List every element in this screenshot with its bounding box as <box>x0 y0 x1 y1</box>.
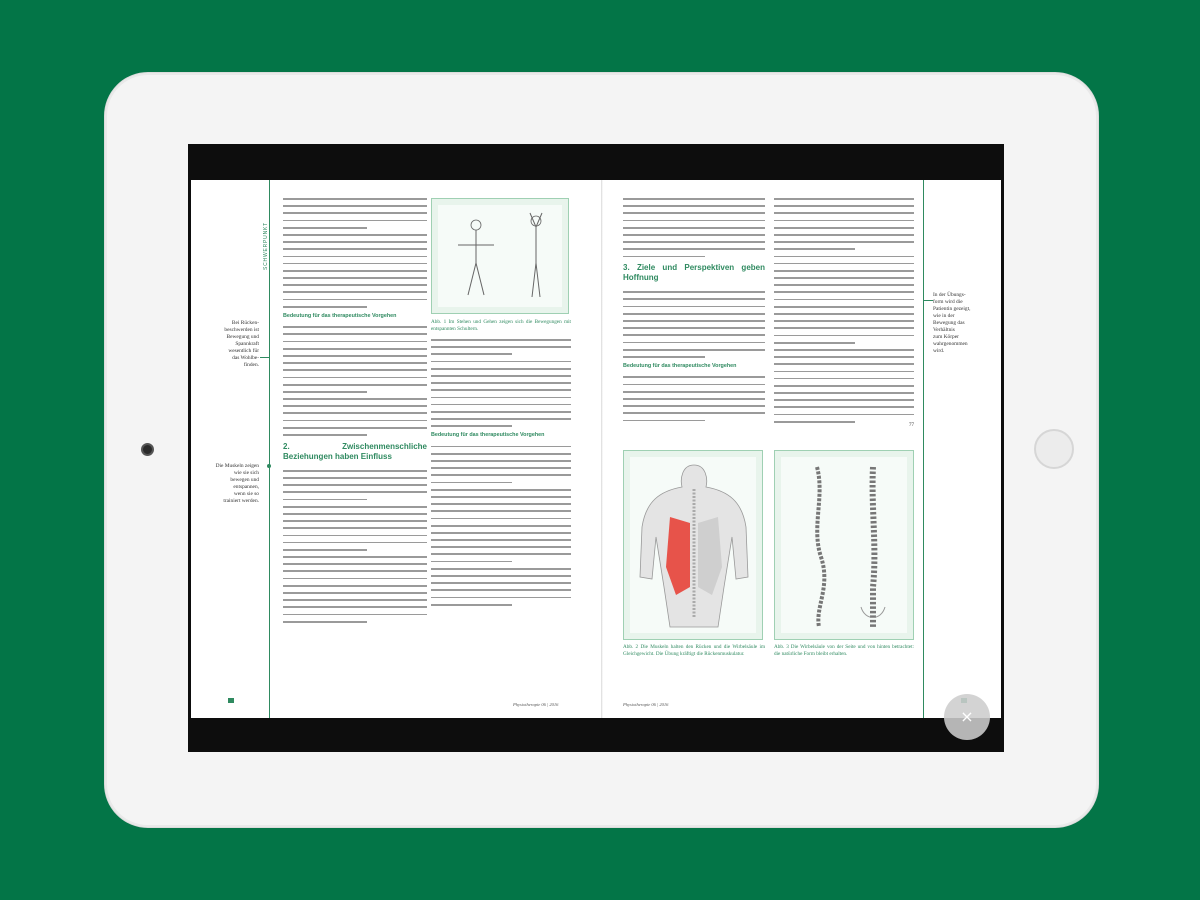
margin-note-connector <box>924 300 933 301</box>
page-number-marker <box>228 698 234 703</box>
margin-note-marker <box>267 464 271 468</box>
body-text <box>283 506 427 551</box>
spine-illustration <box>781 457 909 635</box>
body-text <box>431 339 571 355</box>
body-text <box>431 446 571 484</box>
text-column <box>623 198 765 427</box>
figure-spine <box>774 450 914 640</box>
figure-image <box>781 457 907 633</box>
camera-icon <box>141 443 154 456</box>
body-text <box>431 489 571 563</box>
exercise-illustration <box>438 205 564 309</box>
figure-back-muscles <box>623 450 763 640</box>
body-text <box>283 398 427 436</box>
text-column <box>623 644 765 658</box>
page-spread <box>191 180 1001 718</box>
magazine-viewer <box>188 144 1004 752</box>
page-folio: Physiotherapie 06 | 2016 <box>513 702 559 707</box>
article-end-mark: 77 <box>909 423 914 428</box>
margin-note: Die Muskeln zeigen wie sie sich bewegen und entspannen, wenn sie so trainiert werden. <box>215 463 259 504</box>
margin-note-connector <box>260 357 269 358</box>
text-column <box>431 319 571 611</box>
figure-caption: Abb. 3 Die Wirbelsäule von der Seite und von hinten betrachtet: die natürliche Form bleibt erhalten. <box>774 644 914 657</box>
body-text <box>431 568 571 606</box>
figure-caption: Abb. 1 Im Stehen und Gehen zeigen sich die Bewegungen mit entspannten Schultern. <box>431 319 571 332</box>
body-text <box>623 198 765 257</box>
body-text <box>283 556 427 622</box>
figure-image <box>630 457 756 633</box>
figure-exercise <box>431 198 569 314</box>
body-text <box>774 198 914 250</box>
body-text <box>623 291 765 357</box>
home-button[interactable] <box>1034 429 1074 469</box>
section-heading: 3. Ziele und Perspektiven geben Hoffnung <box>623 263 765 283</box>
close-button[interactable]: × <box>944 694 990 740</box>
figure-caption: Abb. 2 Die Muskeln halten den Rücken und die Wirbelsäule im Gleichgewicht. Die Übung kräftigt die Rückenmuskulatur. <box>623 644 765 657</box>
body-text <box>431 361 571 427</box>
text-column <box>774 198 914 429</box>
subheading: Bedeutung für das therapeutische Vorgehen <box>431 432 545 439</box>
figure-image <box>438 205 562 307</box>
body-text <box>283 198 427 229</box>
text-column <box>774 644 914 658</box>
body-text <box>283 326 427 392</box>
page-folio: Physiotherapie 06 | 2016 <box>623 702 669 707</box>
body-text <box>774 256 914 344</box>
body-text <box>774 349 914 423</box>
body-text <box>283 234 427 308</box>
subheading: Bedeutung für das therapeutische Vorgehen <box>283 313 397 319</box>
subheading: Bedeutung für das therapeutische Vorgehen <box>623 363 737 370</box>
right-margin-rule <box>923 180 924 718</box>
body-text <box>623 376 765 421</box>
section-label: SCHWERPUNKT <box>263 222 269 270</box>
margin-note: Bei Rücken- beschwerden ist Bewegung und Spannkraft wesentlich für das Wohlbe- finden. <box>224 320 259 368</box>
page-gutter <box>601 180 603 718</box>
section-heading: 2. Zwischenmenschliche Beziehungen haben Einfluss <box>283 441 427 461</box>
margin-note: In der Übungs- form wird die Patientin gezeigt, wie in der Bewegung das Verhältnis zum Körper wahrgenommen wird. <box>933 292 971 354</box>
body-text <box>283 470 427 501</box>
text-column <box>283 198 427 628</box>
back-anatomy-illustration <box>630 457 758 635</box>
